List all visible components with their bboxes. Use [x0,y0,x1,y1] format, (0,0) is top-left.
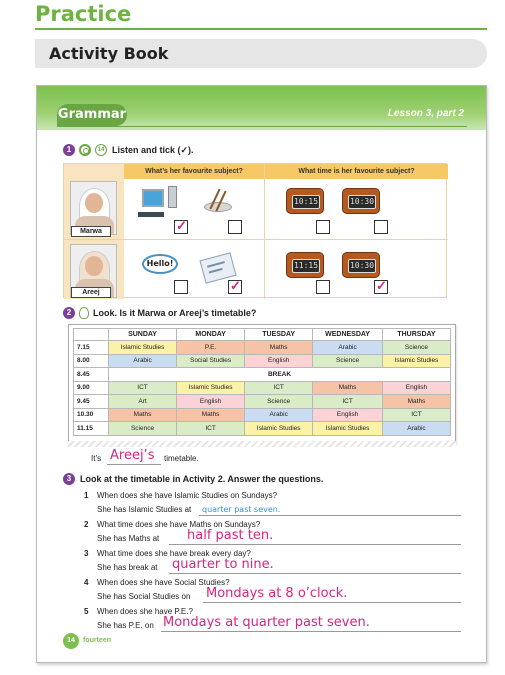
question-text: When does she have Social Studies? [97,578,230,587]
time-cell: 8.45 [74,368,109,382]
answer-line [203,602,461,603]
timetable-row [74,381,451,395]
areej-name-tag: Areej [71,287,111,298]
time-cell: 9.45 [74,395,109,409]
subject-cell: Social Studies [177,354,245,368]
subject-cell: Islamic Studies [109,341,177,355]
timetable-row [74,354,451,368]
subject-cell: Maths [245,341,313,355]
example-answer: quarter past seven. [202,505,281,514]
day-header: THURSDAY [382,329,450,341]
clock-display: 11:15 [292,259,320,273]
handwritten-answer[interactable]: Mondays at 8 o’clock. [206,586,348,601]
page-header-title: Practice [35,2,132,26]
tick-box-areej-clock-1[interactable] [316,280,330,294]
question-number: 2 [84,520,89,529]
subject-cell: ICT [313,395,383,409]
speech-bubble-picture: Hello! [142,254,178,274]
header-divider [35,28,487,30]
answer-stem: She has Islamic Studies at [97,505,192,514]
answer-line [107,464,161,465]
day-header: WEDNESDAY [313,329,383,341]
question-number: 5 [84,607,89,616]
face [85,193,103,213]
answer-stem: She has Maths at [97,534,160,543]
subject-cell: English [313,408,383,422]
tick-mark: ✓ [230,278,241,293]
subject-cell: P.E. [177,341,245,355]
subject-cell: ICT [245,381,313,395]
activity-1-number: 1 [63,144,75,156]
subject-column-header: What’s her favourite subject? [124,164,264,179]
day-header: MONDAY [177,329,245,341]
tick-mark: ✓ [176,218,187,233]
subject-cell: English [177,395,245,409]
timetable-row [74,408,451,422]
time-cell: 7.15 [74,341,109,355]
clock-marwa-2 [342,188,380,214]
time-header [74,329,109,341]
activity-2-instruction: Look. Is it Marwa or Areej’s timetable? [93,308,257,318]
time-cell: 10.30 [74,408,109,422]
time-cell: 11.15 [74,422,109,436]
answer-line [199,515,461,516]
subject-cell: ICT [177,422,245,436]
tick-box-marwa-clock-1[interactable] [316,220,330,234]
clock-areej-1 [286,252,324,278]
question-number: 1 [84,491,89,500]
workbook-page [36,85,487,663]
time-column-header: What time is her favourite subject? [265,164,448,179]
clock-display: 10:15 [292,195,320,209]
clock-areej-2 [342,252,380,278]
subject-cell: Maths [313,381,383,395]
audio-track-icon: 14 [95,144,107,156]
answer-line [161,631,461,632]
row-divider [64,239,448,240]
answer-stem: She has Social Studies on [97,592,191,601]
lesson-label: Lesson 3, part 2 [387,108,464,119]
subject-cell: Science [313,354,383,368]
tick-box-marwa-computer[interactable] [174,220,188,234]
subject-cell: Arabic [245,408,313,422]
question-number: 4 [84,578,89,587]
answer-suffix: timetable. [164,454,199,463]
question-text: What time does she have break every day? [97,549,251,558]
face [85,256,103,276]
subject-cell: Maths [177,408,245,422]
answer-stem: She has P.E. on [97,621,154,630]
subject-cell: ICT [109,381,177,395]
subject-cell: Art [109,395,177,409]
timetable-row [74,395,451,409]
day-header: TUESDAY [245,329,313,341]
subject-cell: Islamic Studies [177,381,245,395]
answer-stem: She has break at [97,563,158,572]
subject-cell: Maths [382,395,450,409]
tick-box-marwa-clock-2[interactable] [374,220,388,234]
question-text: When does she have P.E.? [97,607,193,616]
answer-prefix: It’s [91,454,102,463]
subject-cell: Arabic [382,422,450,436]
subject-cell: English [245,354,313,368]
grammar-rule [57,126,467,127]
answer-line [169,544,461,545]
question-text: What time does she have Maths on Sundays? [97,520,261,529]
keyboard [138,212,164,217]
tick-box-marwa-art[interactable] [228,220,242,234]
activity-3-instruction: Look at the timetable in Activity 2. Answer the questions. [80,474,324,484]
handwritten-answer[interactable]: half past ten. [187,528,274,543]
time-cell: 8.00 [74,354,109,368]
monitor [142,189,164,207]
subject-cell: Science [109,422,177,436]
subject-cell: Islamic Studies [245,422,313,436]
timetable-row [74,368,451,382]
handwritten-answer[interactable]: quarter to nine. [172,557,274,572]
page-number-word: fourteen [83,637,111,644]
clock-display: 10:30 [348,195,376,209]
art-picture [204,192,234,212]
look-icon [79,307,89,319]
activity-2-number: 2 [63,307,75,319]
break-cell: BREAK [109,368,451,382]
tick-box-areej-other[interactable] [228,280,242,294]
tick-box-areej-clock-2[interactable] [374,280,388,294]
subject-cell: English [382,381,450,395]
subject-cell: Arabic [313,341,383,355]
time-cell: 9.00 [74,381,109,395]
subject-cell: Science [245,395,313,409]
subject-cell: Arabic [109,354,177,368]
activity-1-instruction: Listen and tick (✓). [112,145,194,155]
clock-display: 10:30 [348,259,376,273]
day-header: SUNDAY [109,329,177,341]
timetable-row [74,341,451,355]
subject-cell: Science [382,341,450,355]
card-line [207,261,225,268]
subject-cell: Islamic Studies [382,354,450,368]
question-text: When does she have Islamic Studies on Sundays? [97,491,278,500]
grammar-tab: Grammar [57,104,127,126]
handwritten-answer[interactable]: Mondays at quarter past seven. [163,615,370,630]
tick-mark: ✓ [376,278,387,293]
timetable [73,328,451,436]
section-banner [35,39,487,68]
subject-cell: Maths [109,408,177,422]
activity-2-answer[interactable]: Areej’s [110,448,155,463]
timetable-header-row [74,329,451,341]
card-line [209,268,223,274]
subject-cell: Islamic Studies [313,422,383,436]
cd-icon [79,144,91,156]
listen-tick-grid [63,163,447,298]
column-divider [264,164,265,299]
tick-box-areej-english[interactable] [174,280,188,294]
torn-edge [68,441,456,447]
marwa-name-tag: Marwa [71,226,111,237]
subject-cell: ICT [382,408,450,422]
answer-line [169,573,461,574]
question-number: 3 [84,549,89,558]
clock-marwa-1 [286,188,324,214]
activity-3-number: 3 [63,473,75,485]
cpu-tower [168,186,177,208]
banner-label: Activity Book [49,44,169,63]
page-number-badge: 14 [63,633,79,649]
timetable-row [74,422,451,436]
